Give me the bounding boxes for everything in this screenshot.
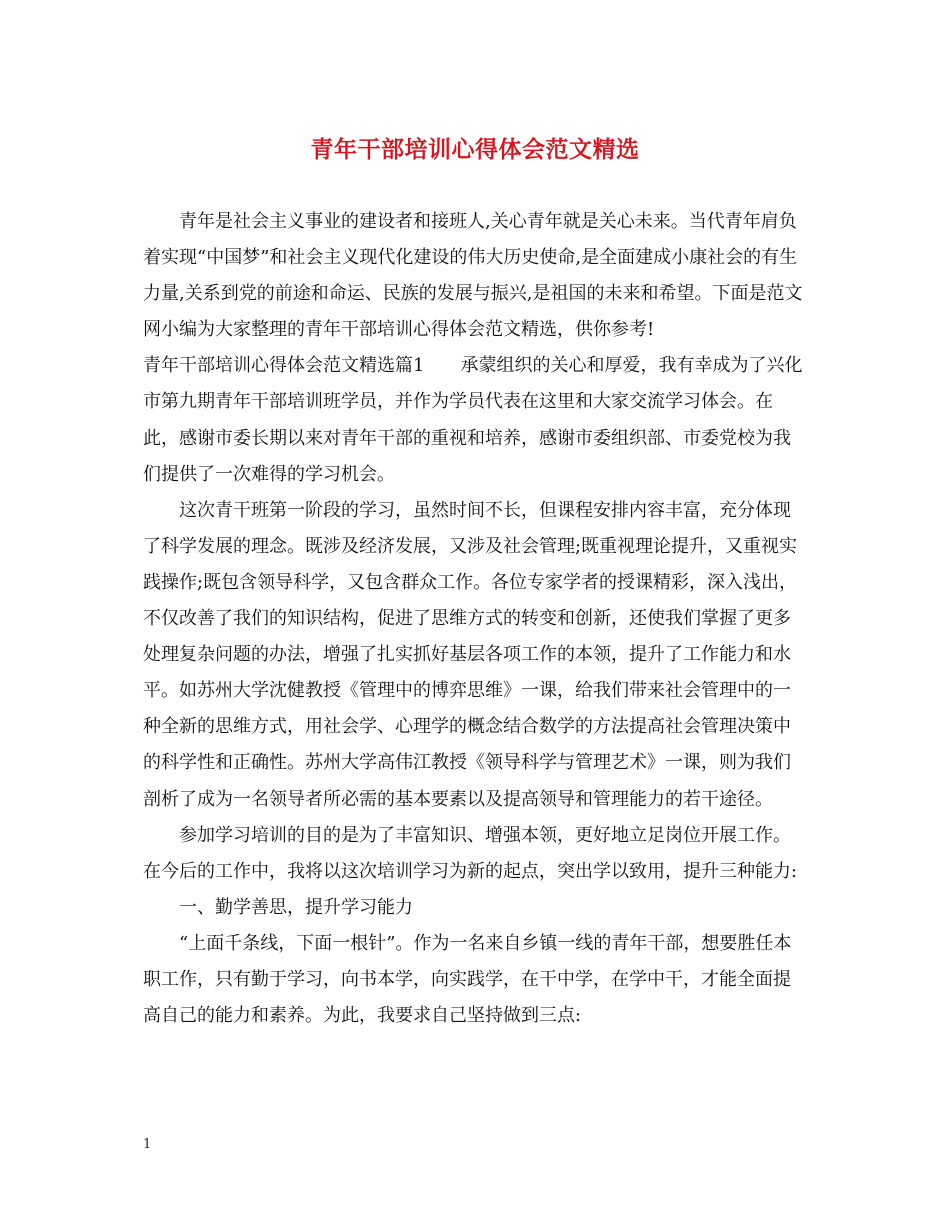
paragraph-diligent-study: “上面千条线，下面一根针”。作为一名来自乡镇一线的青年干部，想要胜任本职工作，只有勤于学习，向书本学，向实践学，在干中学，在学中干，才能全面提高自己的能力和素养。为此，我要求自己坚持做到三点: (143, 932, 792, 1027)
paragraph-training-purpose: 参加学习培训的目的是为了丰富知识、增强本领，更好地立足岗位开展工作。在今后的工作中，我将以这次培训学习为新的起点，突出学以致用，提升三种能力: (143, 824, 798, 882)
document-body (143, 204, 807, 1034)
page-number: 1 (143, 1137, 152, 1152)
section-first-text: 承蒙组织的关心和厚爱，我有幸成为了兴化市第九期青年干部培训班学员，并作为学员代表在这里和大家交流学习体会。在此，感谢市委长期以来对青年干部的重视和培养，感谢市委组织部、市委党校为我们提供了一次难得的学习机会。 (143, 355, 803, 485)
section-first-paragraph (143, 348, 807, 492)
paragraph-course-review: 这次青干班第一阶段的学习，虽然时间不长，但课程安排内容丰富，充分体现了科学发展的理念。既涉及经济发展，又涉及社会管理;既重视理论提升，又重视实践操作;既包含领导科学，又包含群众工作。各位专家学者的授课精彩，深入浅出，不仅改善了我们的知识结构，促进了思维方式的转变和创新，还使我们掌握了更多处理复杂问题的办法，增强了扎实抓好基层各项工作的本领，提升了工作能力和水平。如苏州大学沈健教授《管理中的博弈思维》一课，给我们带来社会管理中的一种全新的思维方式，用社会学、心理学的概念结合数学的方法提高社会管理决策中的科学性和正确性。苏州大学高伟江教授《领导科学与管理艺术》一课，则为我们剖析了成为一名领导者所必需的基本要素以及提高领导和管理能力的若干途径。 (143, 499, 798, 810)
document-title: 青年干部培训心得体会范文精选 (310, 136, 640, 163)
section-heading: 青年干部培训心得体会范文精选篇1 (143, 355, 425, 377)
subheading-learning-ability: 一、勤学善思，提升学习能力 (179, 896, 413, 918)
intro-paragraph: 青年是社会主义事业的建设者和接班人,关心青年就是关心未来。当代青年肩负着实现“中国梦”和社会主义现代化建设的伟大历史使命,是全面建成小康社会的有生力量,关系到党的前途和命运、民族的发展与振兴,是祖国的未来和希望。下面是范文网小编为大家整理的青年干部培训心得体会范文精选，供你参考! (143, 211, 803, 341)
